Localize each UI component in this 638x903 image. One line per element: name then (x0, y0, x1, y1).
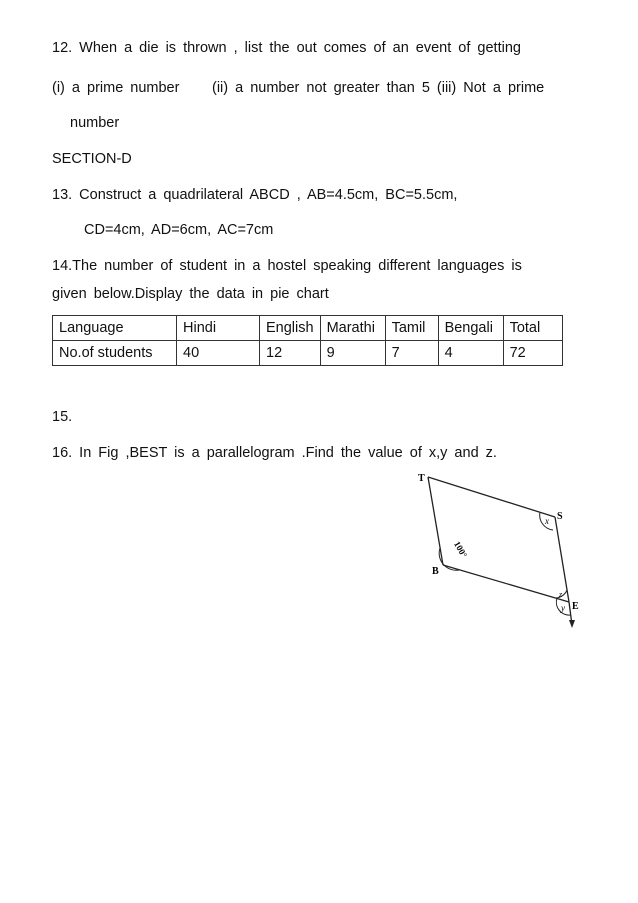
side-eb (443, 565, 569, 602)
side-ts (428, 477, 555, 517)
table-cell: 72 (503, 341, 562, 366)
angle-x-label: x (545, 516, 549, 526)
q16: 16. In Fig ,BEST is a parallelogram .Find the value of x,y and z. (52, 445, 497, 461)
table-cell: Marathi (320, 316, 385, 341)
table-cell: No.of students (53, 341, 177, 366)
table-cell: Hindi (177, 316, 260, 341)
table-cell: Total (503, 316, 562, 341)
table-cell: Tamil (385, 316, 438, 341)
section-heading: SECTION-D (52, 151, 132, 167)
table-cell: English (260, 316, 321, 341)
table-header-row (53, 316, 563, 341)
q12-part2: (ii) a number not greater than 5 (iii) Not a prime (212, 80, 545, 96)
q14-line2: given below.Display the data in pie chart (52, 286, 329, 302)
vertex-s-label: S (557, 511, 563, 522)
q14-line1: 14.The number of student in a hostel speaking different languages is (52, 258, 522, 274)
angle-z-label: z (559, 590, 563, 599)
parallelogram-figure (414, 470, 594, 635)
table-cell: 12 (260, 341, 321, 366)
side-bt (428, 477, 443, 565)
q13-line2: CD=4cm, AD=6cm, AC=7cm (84, 222, 274, 238)
q12-part1: (i) a prime number (52, 80, 180, 96)
vertex-e-label: E (572, 601, 579, 612)
languages-table (52, 315, 563, 366)
table-cell: 40 (177, 341, 260, 366)
q13-line1: 13. Construct a quadrilateral ABCD , AB=4.5cm, BC=5.5cm, (52, 187, 458, 203)
table-cell: Bengali (438, 316, 503, 341)
q12-line1: 12. When a die is thrown , list the out comes of an event of getting (52, 40, 521, 56)
q12-line3: number (70, 115, 120, 131)
table-cell: Language (53, 316, 177, 341)
arrow-head (569, 620, 575, 628)
table-cell: 4 (438, 341, 503, 366)
angle-y-label: y (561, 603, 565, 613)
table-cell: 7 (385, 341, 438, 366)
q15: 15. (52, 409, 73, 425)
vertex-t-label: T (418, 473, 425, 484)
angle-b-label: 100° (452, 539, 470, 560)
table-row (53, 341, 563, 366)
table-cell: 9 (320, 341, 385, 366)
vertex-b-label: B (432, 566, 439, 577)
